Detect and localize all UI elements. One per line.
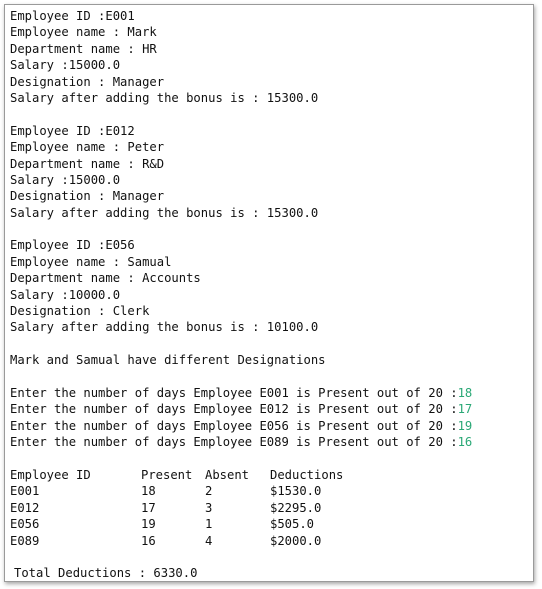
salary-line: Salary :10000.0 <box>10 287 121 302</box>
attendance-prompt <box>10 401 533 417</box>
cell-deductions: $505.0 <box>270 517 315 532</box>
department-line: Department name : Accounts <box>10 271 201 286</box>
table-row <box>10 483 533 499</box>
console-output <box>4 4 534 582</box>
cell-employee-id: E001 <box>10 484 40 499</box>
prompt-text: Enter the number of days Employee E089 is Present out of 20 : <box>10 435 458 450</box>
total-deductions-line: Total Deductions : 6330.0 <box>14 566 198 581</box>
blank-line <box>10 106 533 122</box>
employee-name-line: Employee name : Samual <box>10 254 172 269</box>
cell-present: 19 <box>141 517 156 532</box>
attendance-prompt <box>10 418 533 434</box>
column-header-employee-id: Employee ID <box>10 467 91 482</box>
salary-line: Salary :15000.0 <box>10 172 121 187</box>
cell-absent: 2 <box>205 484 213 499</box>
prompt-input-value: 19 <box>457 418 473 433</box>
attendance-prompt <box>10 385 533 401</box>
cell-present: 18 <box>141 484 156 499</box>
designation-line: Designation : Manager <box>10 189 165 204</box>
prompt-text: Enter the number of days Employee E012 is Present out of 20 : <box>10 402 458 417</box>
prompt-text: Enter the number of days Employee E001 is Present out of 20 : <box>10 385 458 400</box>
blank-line <box>10 369 533 385</box>
employee-id-line: Employee ID :E012 <box>10 123 135 138</box>
cell-present: 16 <box>141 533 156 548</box>
cell-employee-id: E056 <box>10 517 40 532</box>
designation-line: Designation : Clerk <box>10 304 150 319</box>
prompt-input-value: 18 <box>457 385 473 400</box>
bonus-salary-line: Salary after adding the bonus is : 10100.0 <box>10 320 319 335</box>
table-row <box>10 500 533 516</box>
prompt-input-value: 16 <box>457 435 473 450</box>
cell-deductions: $2295.0 <box>270 500 322 515</box>
employee-id-line: Employee ID :E001 <box>10 9 135 23</box>
column-header-absent: Absent <box>205 467 250 482</box>
department-line: Department name : HR <box>10 41 157 56</box>
bonus-salary-line: Salary after adding the bonus is : 15300.0 <box>10 205 319 220</box>
column-header-deductions: Deductions <box>270 467 344 482</box>
deductions-table <box>10 467 533 549</box>
blank-line <box>10 451 533 467</box>
prompt-text: Enter the number of days Employee E056 is Present out of 20 : <box>10 418 458 433</box>
attendance-prompt <box>10 434 533 450</box>
cell-absent: 4 <box>205 533 213 548</box>
employee-name-line: Employee name : Peter <box>10 140 165 155</box>
bonus-salary-line: Salary after adding the bonus is : 15300.0 <box>10 90 319 105</box>
table-header-row <box>10 467 533 483</box>
salary-line: Salary :15000.0 <box>10 58 121 73</box>
cell-present: 17 <box>141 500 156 515</box>
employee-id-line: Employee ID :E056 <box>10 238 135 253</box>
employee-name-line: Employee name : Mark <box>10 25 157 40</box>
blank-line <box>10 221 533 237</box>
cell-deductions: $1530.0 <box>270 484 322 499</box>
designation-comparison-line: Mark and Samual have different Designations <box>10 353 326 368</box>
cell-employee-id: E012 <box>10 500 40 515</box>
cell-absent: 3 <box>205 500 213 515</box>
table-row <box>10 533 533 549</box>
cell-absent: 1 <box>205 517 213 532</box>
cell-deductions: $2000.0 <box>270 533 322 548</box>
department-line: Department name : R&D <box>10 156 165 171</box>
table-row <box>10 516 533 532</box>
column-header-present: Present <box>141 467 193 482</box>
designation-line: Designation : Manager <box>10 74 165 89</box>
blank-line <box>10 336 533 352</box>
blank-line <box>10 549 533 565</box>
prompt-input-value: 17 <box>457 402 473 417</box>
cell-employee-id: E089 <box>10 533 40 548</box>
